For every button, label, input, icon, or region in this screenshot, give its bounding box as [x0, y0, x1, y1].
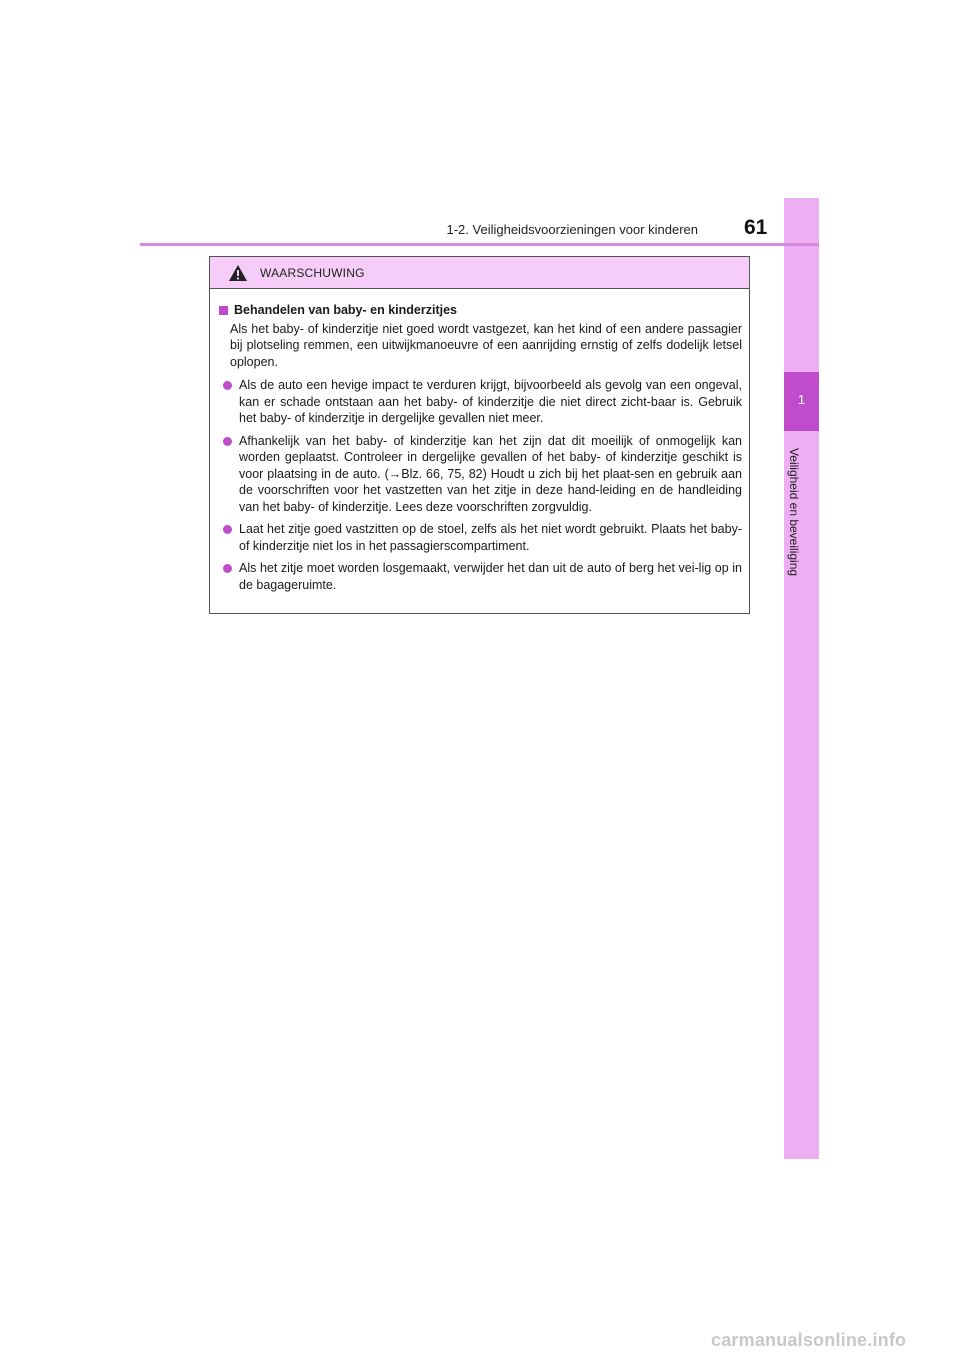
round-bullet-icon — [223, 525, 232, 534]
list-item — [219, 433, 742, 516]
chapter-side-tab — [784, 198, 819, 1159]
list-item-text: Als de auto een hevige impact te verduren krijgt, bijvoorbeeld als gevolg van een ongeval, kan er schade ontstaan aan het baby- of kinderzitje die niet direct zicht-baar is. Gebruik het baby- of kinderzitje in dergelijke gevallen niet meer. — [239, 378, 742, 425]
warning-title: WAARSCHUWING — [260, 265, 365, 280]
warning-body — [210, 289, 749, 593]
chapter-title: Veiligheid en beveiliging — [787, 447, 801, 577]
square-bullet-icon — [219, 306, 228, 315]
warning-triangle-icon — [228, 264, 248, 282]
list-item-text: Laat het zitje goed vastzitten op de stoel, zelfs als het niet wordt gebruikt. Plaats het baby- of kinderzitje niet los in het passagierscompartiment. — [239, 522, 742, 553]
section-heading — [219, 302, 742, 319]
page-number: 61 — [744, 216, 768, 239]
round-bullet-icon — [223, 381, 232, 390]
list-item-text: Afhankelijk van het baby- of kinderzitje kan het zijn dat dit moeilijk of onmogelijk kan worden geplaatst. Controleer in dergelijke gevallen of het baby- of kinderzitje geschikt is voor plaatsing in de auto. (→Blz. 66, 75, 82) Houdt u zich bij het plaat-sen en gebruik aan de voorschriften voor het vastzetten van het zitje in deze hand-leiding en de handleiding van het baby- of kinderzitje. Lees deze voorschriften zorgvuldig. — [239, 433, 742, 514]
chapter-number: 1 — [797, 392, 806, 407]
intro-paragraph: Als het baby- of kinderzitje niet goed wordt vastgezet, kan het kind of een andere passagier bij plotseling remmen, een uitwijkmanoeuvre of een aanrijding ernstig of zelfs dodelijk letsel oplopen. — [230, 321, 742, 369]
list-item — [219, 377, 742, 427]
list-item — [219, 560, 742, 593]
round-bullet-icon — [223, 437, 232, 446]
warning-header — [210, 257, 749, 289]
list-item-text: Als het zitje moet worden losgemaakt, verwijder het dan uit de auto of berg het vei-lig op in de bagageruimte. — [239, 561, 742, 592]
warning-box — [209, 256, 750, 614]
bullet-list — [219, 377, 742, 593]
section-heading-text: Behandelen van baby- en kinderzitjes — [234, 303, 457, 317]
watermark: carmanualsonline.info — [711, 1330, 907, 1350]
header-rule — [140, 243, 819, 246]
round-bullet-icon — [223, 564, 232, 573]
section-title: 1-2. Veiligheidsvoorzieningen voor kinderen — [446, 222, 698, 237]
list-item — [219, 521, 742, 554]
